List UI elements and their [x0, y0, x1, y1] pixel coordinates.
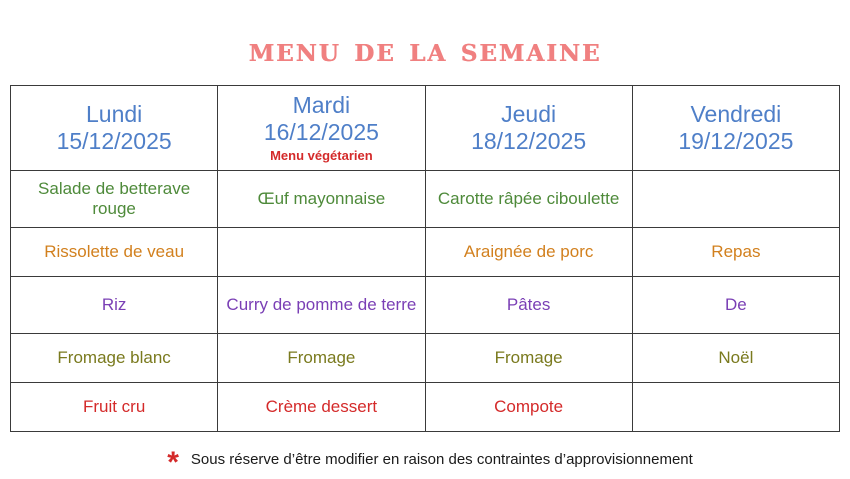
weekly-menu-table — [10, 85, 840, 432]
menu-cell: Noël — [632, 334, 839, 383]
menu-cell: Compote — [425, 383, 632, 432]
header-date-label: 15/12/2025 — [56, 128, 172, 154]
header-date-label: 18/12/2025 — [471, 128, 587, 154]
menu-cell: Pâtes — [425, 277, 632, 334]
footnote — [0, 444, 850, 479]
table-row-dessert — [11, 383, 840, 432]
table-row-plat — [11, 228, 840, 277]
menu-cell — [218, 228, 425, 277]
footnote-text: Sous réserve d’être modifier en raison des contraintes d’approvisionnement — [190, 450, 693, 468]
menu-cell: De — [632, 277, 839, 334]
menu-cell: Fromage — [218, 334, 425, 383]
page-title: menu de la semaine — [248, 30, 602, 69]
header-date-label: 19/12/2025 — [678, 128, 794, 154]
menu-cell: Salade de betterave rouge — [11, 171, 218, 228]
menu-cell: Repas — [632, 228, 839, 277]
table-header-cell-lundi — [11, 86, 218, 171]
table-row-fromage — [11, 334, 840, 383]
header-day-label: Mardi — [292, 92, 351, 119]
menu-cell: Curry de pomme de terre — [218, 277, 425, 334]
menu-cell: Fruit cru — [11, 383, 218, 432]
menu-cell: Riz — [11, 277, 218, 334]
asterisk-icon: * — [167, 446, 179, 479]
header-day-label: Vendredi — [690, 100, 782, 127]
table-header-row — [11, 86, 840, 171]
menu-cell — [632, 171, 839, 228]
table-header-cell-mardi — [218, 86, 425, 171]
menu-cell: Fromage blanc — [11, 334, 218, 383]
header-day-label: Lundi — [85, 100, 143, 127]
table-row-entree — [11, 171, 840, 228]
table-row-accompagnement — [11, 277, 840, 334]
menu-cell: Rissolette de veau — [11, 228, 218, 277]
table-header-cell-vendredi — [632, 86, 839, 171]
menu-cell: Fromage — [425, 334, 632, 383]
menu-cell: Carotte râpée ciboulette — [425, 171, 632, 228]
menu-cell — [632, 383, 839, 432]
menu-cell: Crème dessert — [218, 383, 425, 432]
menu-cell: Œuf mayonnaise — [218, 171, 425, 228]
header-date-label: 16/12/2025 — [263, 119, 379, 146]
table-header-cell-jeudi — [425, 86, 632, 171]
header-note-label: Menu végétarien — [270, 148, 373, 164]
header-day-label: Jeudi — [501, 100, 557, 127]
menu-cell: Araignée de porc — [425, 228, 632, 277]
